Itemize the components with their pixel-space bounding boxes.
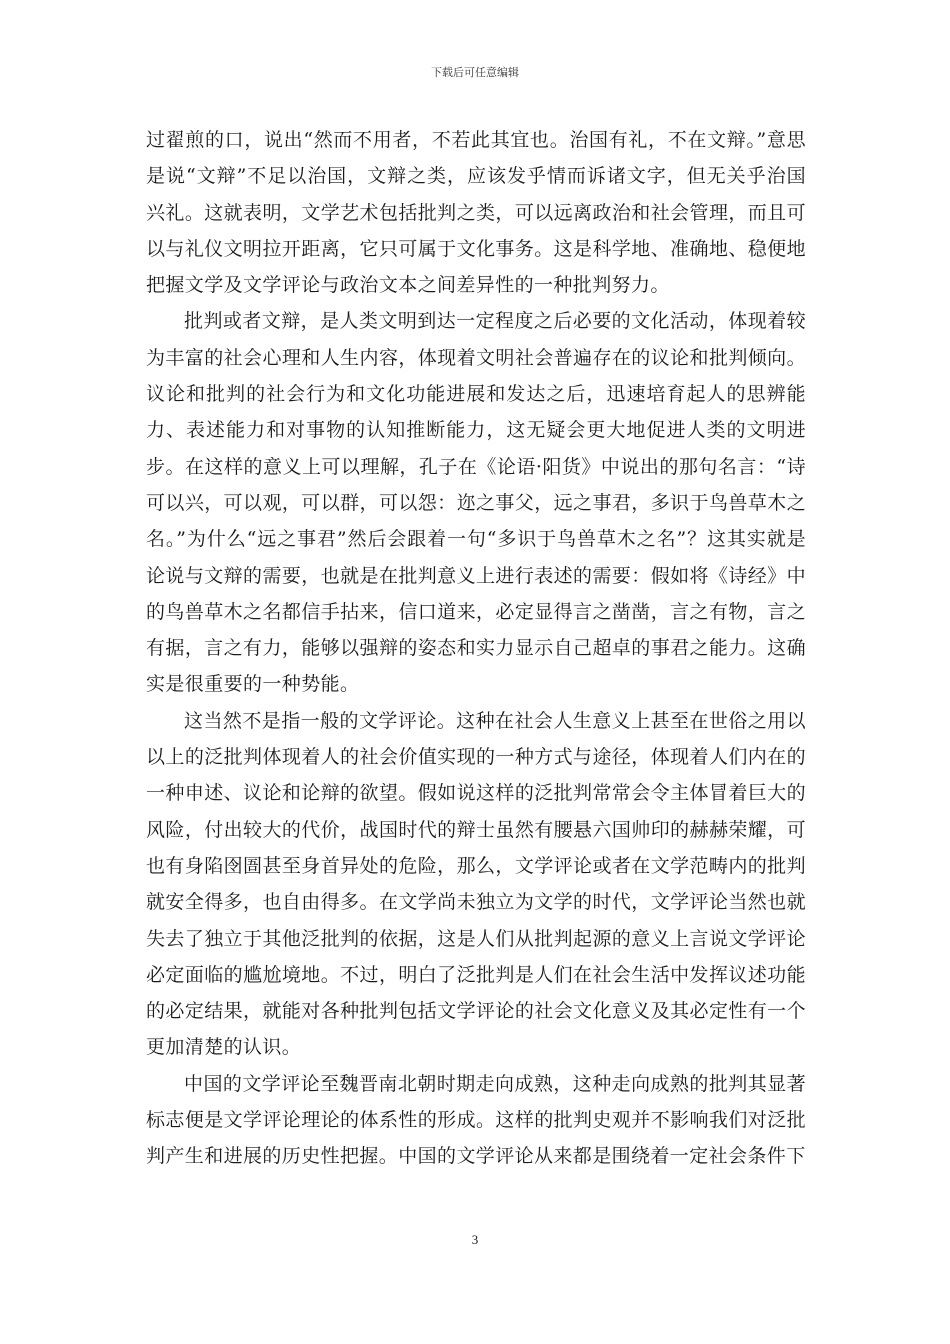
- page-number: 3: [471, 1232, 479, 1247]
- page-header: 下载后可任意编辑: [431, 66, 519, 79]
- document-body: [146, 122, 806, 1175]
- paragraph-4: 中国的文学评论至魏晋南北朝时期走向成熟，这种走向成熟的批判其显著标志便是文学评论理论的体系性的形成。这样的批判史观并不影响我们对泛批判产生和进展的历史性把握。中国的文学评论从来都是围绕着一定社会条件下: [146, 1072, 806, 1168]
- paragraph-1: 过翟煎的口，说出“然而不用者，不若此其宜也。治国有礼，不在文辩。”意思是说“文辩”不足以治国，文辩之类，应该发乎情而诉诸文字，但无关乎治国兴礼。这就表明，文学艺术包括批判之类，可以远离政治和社会管理，而且可以与礼仪文明拉开距离，它只可属于文化事务。这是科学地、准确地、稳便地把握文学及文学评论与政治文本之间差异性的一种批判努力。: [146, 129, 806, 297]
- paragraph-3: 这当然不是指一般的文学评论。这种在社会人生意义上甚至在世俗之用以以上的泛批判体现着人的社会价值实现的一种方式与途径，体现着人们内在的一种申述、议论和论辩的欲望。假如说这样的泛批判常常会令主体冒着巨大的风险，付出较大的代价，战国时代的辩士虽然有腰悬六国帅印的赫赫荣耀，可也有身陷囹圄甚至身首异处的危险，那么，文学评论或者在文学范畴内的批判就安全得多，也自由得多。在文学尚未独立为文学的时代，文学评论当然也就失去了独立于其他泛批判的依据，这是人们从批判起源的意义上言说文学评论必定面临的尴尬境地。不过，明白了泛批判是人们在社会生活中发挥议述功能的必定结果，就能对各种批判包括文学评论的社会文化意义及其必定性有一个更加清楚的认识。: [146, 709, 806, 1059]
- paragraph-2: 批判或者文辩，是人类文明到达一定程度之后必要的文化活动，体现着较为丰富的社会心理和人生内容，体现着文明社会普遍存在的议论和批判倾向。议论和批判的社会行为和文化功能进展和发达之后，迅速培育起人的思辨能力、表述能力和对事物的认知推断能力，这无疑会更大地促进人类的文明进步。在这样的意义上可以理解，孔子在《论语·阳货》中说出的那句名言：“诗可以兴，可以观，可以群，可以怨：迩之事父，远之事君，多识于鸟兽草木之名。”为什么“远之事君”然后会跟着一句“多识于鸟兽草木之名”？这其实就是论说与文辩的需要，也就是在批判意义上进行表述的需要：假如将《诗经》中的鸟兽草木之名都信手拈来，信口道来，必定显得言之凿凿，言之有物，言之有据，言之有力，能够以强辩的姿态和实力显示自己超卓的事君之能力。这确实是很重要的一种势能。: [146, 310, 806, 696]
